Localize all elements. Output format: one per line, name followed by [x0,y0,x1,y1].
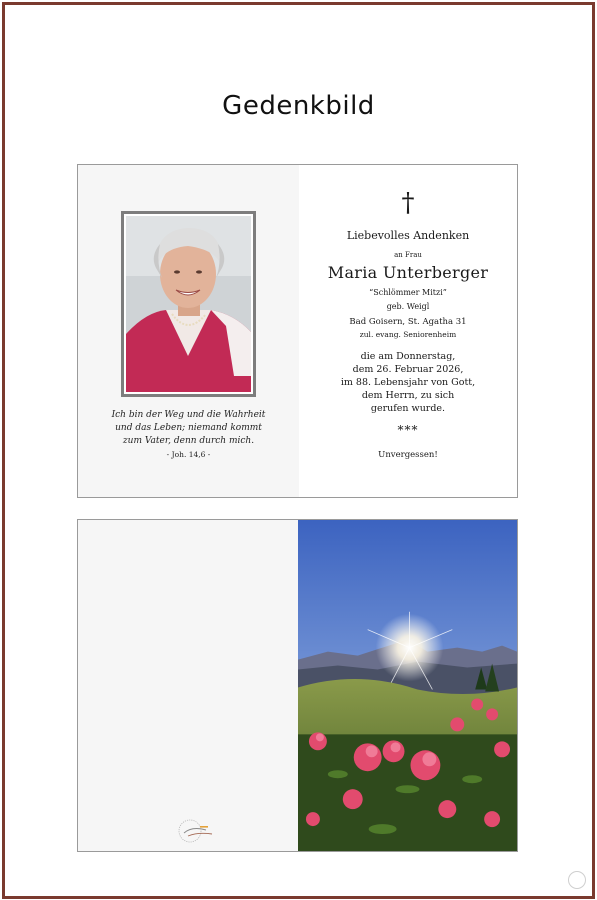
quote-line: zum Vater, denn durch mich. [122,436,255,446]
address-text: Bad Goisern, St. Agatha 31 [349,317,467,327]
printer-logo [176,818,216,844]
portrait-photo [124,214,253,394]
landscape-image [298,520,517,851]
corner-circle-icon [568,871,586,889]
closing-text: Unvergessen! [378,450,438,460]
quote-line: Ich bin der Weg und die Wahrheit [111,410,266,420]
bible-quote [78,409,299,461]
stars-divider: *** [397,423,419,437]
card-left-panel [78,165,300,497]
intro-text: Liebevolles Andenken [346,229,470,242]
residence-text: zul. evang. Seniorenheim [359,330,457,339]
back-blank-panel [78,520,298,851]
salutation-text: an Frau [394,251,422,259]
cross-icon: † [401,188,415,218]
quote-line: und das Leben; niemand kommt [115,423,262,433]
death-line: die am Donnerstag, [360,351,456,362]
death-line: im 88. Lebensjahr von Gott, [340,377,476,388]
death-line: gerufen wurde. [370,403,446,414]
card-right-panel [299,165,517,497]
nickname-text: “Schlömmer Mitzi” [369,288,447,297]
quote-reference: - Joh. 14,6 - [166,450,211,459]
birth-name-text: geb. Weigl [386,302,430,311]
memorial-card-front [77,164,518,498]
death-line: dem 26. Februar 2026, [352,364,464,375]
death-line: dem Herrn, zu sich [361,390,455,401]
portrait-photo-frame [121,211,256,397]
deceased-name: Maria Unterberger [327,263,489,282]
death-notice [299,350,517,415]
page-title: Gedenkbild [222,91,375,122]
memorial-card-back [77,519,518,852]
